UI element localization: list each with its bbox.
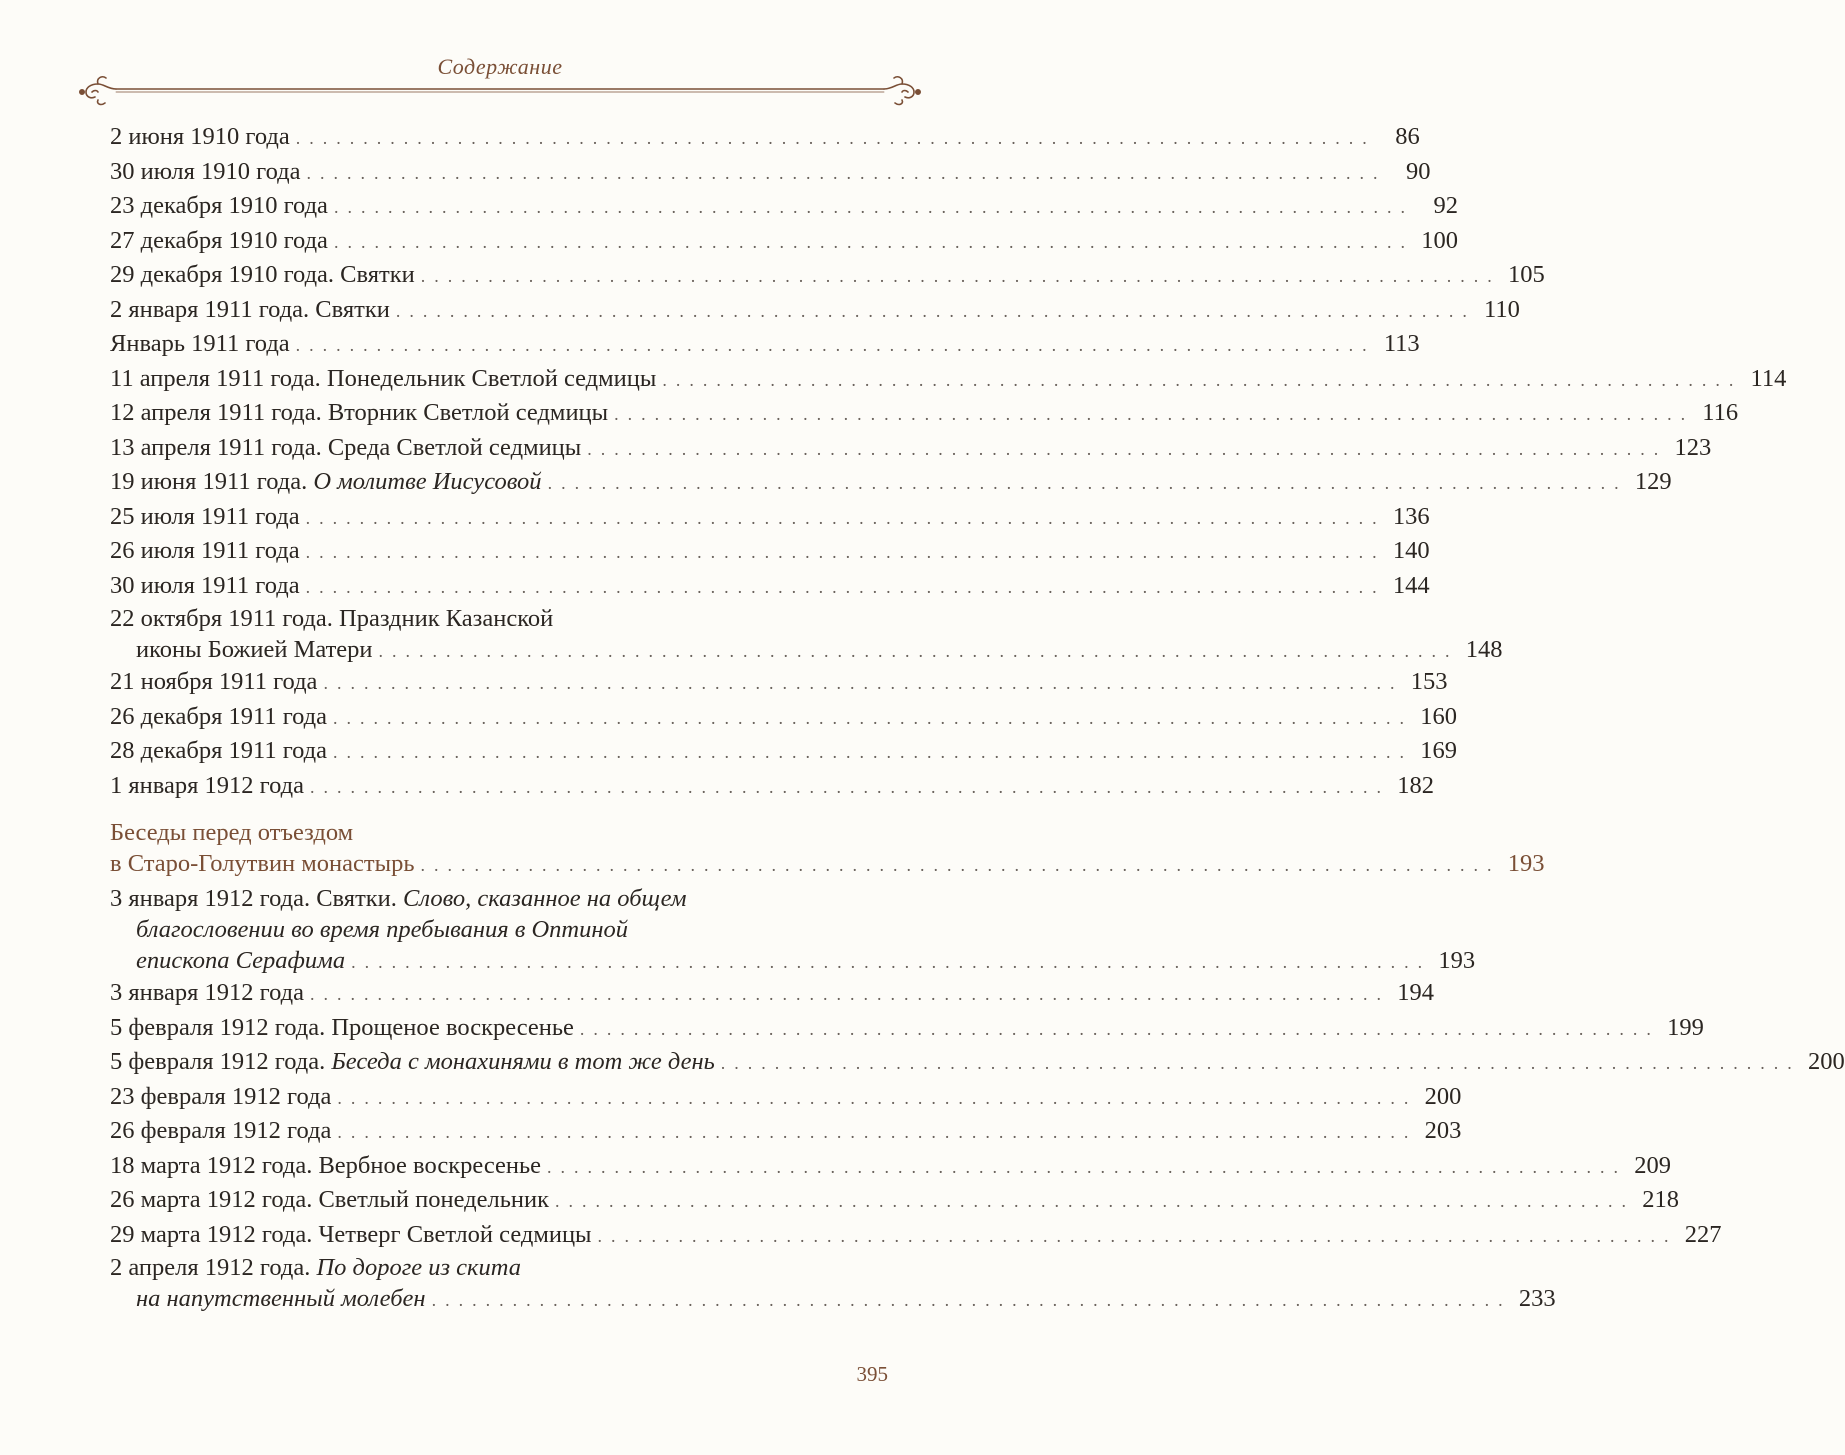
toc-entry[interactable] <box>110 769 1434 804</box>
dot-leader: ................................................................................ <box>597 1225 1678 1246</box>
toc-page-number: 144 <box>1392 571 1430 599</box>
toc-page-number: 123 <box>1674 433 1712 461</box>
toc-entry-text: 2 января 1911 года. Святки <box>110 295 390 323</box>
toc-entry-text: 11 апреля 1911 года. Понедельник Светлой седмицы <box>110 364 657 392</box>
toc-entry-line <box>110 1283 1556 1314</box>
toc-entry-title <box>110 665 317 700</box>
toc-entry-text: 2 июня 1910 года <box>110 123 290 150</box>
toc-entry-line <box>110 976 1434 1011</box>
toc-entry-text: 18 марта 1912 года. Вербное воскресенье <box>110 1151 542 1179</box>
toc-entry-text: 13 апреля 1911 года. Среда Светлой седмицы <box>110 433 582 461</box>
toc-entry-text: иконы Божией Матери <box>136 636 373 663</box>
dot-leader: ................................................................................ <box>378 641 1459 661</box>
toc-entry-title <box>110 362 656 397</box>
toc-page-number: 193 <box>1438 947 1476 974</box>
toc-page-number: 116 <box>1702 399 1739 426</box>
toc-entry-line <box>110 1080 1462 1115</box>
toc-entry-title <box>110 1252 521 1283</box>
dot-leader: ................................................................................ <box>614 404 1695 424</box>
running-head: Содержание <box>437 54 563 79</box>
toc-entry-text: Январь 1911 года <box>110 330 290 357</box>
toc-entry[interactable] <box>110 883 1476 976</box>
toc-entry-title <box>110 603 553 634</box>
toc-entry-line <box>110 634 1503 665</box>
dot-leader: ................................................................................ <box>395 300 1476 321</box>
toc-entry-italic-text: О молитве Иисусовой <box>313 468 542 495</box>
toc-page-number: 182 <box>1397 771 1434 799</box>
toc-entry[interactable] <box>110 120 1420 155</box>
toc-entry[interactable] <box>110 155 1431 190</box>
toc-entry-line <box>110 817 888 848</box>
toc-entry[interactable] <box>110 362 1787 397</box>
dot-leader: ................................................................................ <box>337 1122 1418 1142</box>
toc-entry-italic-text: По дороге из скита <box>316 1254 522 1281</box>
dot-leader: ................................................................................ <box>305 507 1386 528</box>
toc-entry[interactable] <box>110 431 1712 466</box>
dot-leader: ................................................................................ <box>547 473 1628 493</box>
toc-entry-line <box>110 362 1787 397</box>
toc-entry-text: 5 февраля 1912 года. <box>110 1048 332 1075</box>
toc-entry[interactable] <box>110 976 1434 1011</box>
dot-leader: ................................................................................ <box>306 162 1387 183</box>
toc-entry-text: 26 марта 1912 года. Светлый понедельник <box>110 1186 550 1213</box>
toc-entry-italic-text: на напутственный молебен <box>136 1285 426 1312</box>
dot-leader: ................................................................................ <box>295 335 1376 355</box>
toc-entry-title <box>110 769 304 804</box>
toc-entry-line <box>110 155 1431 190</box>
toc-entry-text: 12 апреля 1911 года. Вторник Светлой седмицы <box>110 399 609 426</box>
toc-entry-line <box>110 1045 1845 1080</box>
toc-entry[interactable] <box>110 327 1420 362</box>
toc-page-number: 90 <box>1406 157 1431 185</box>
toc-entry-line <box>110 327 1420 362</box>
dot-leader: ................................................................................ <box>333 197 1414 217</box>
toc-entry[interactable] <box>110 700 1458 735</box>
toc-entry-text: 27 декабря 1910 года <box>110 226 328 254</box>
toc-page-number: 140 <box>1392 537 1430 564</box>
dot-leader: ................................................................................ <box>420 266 1501 286</box>
toc-entry-line <box>110 1183 1680 1218</box>
toc-page-number: 153 <box>1410 668 1448 695</box>
toc-entry-text: 3 января 1912 года <box>110 979 304 1006</box>
toc-entry[interactable] <box>110 569 1430 604</box>
toc-entry-line <box>110 914 888 945</box>
toc-entry-line <box>110 1252 888 1283</box>
toc-entry[interactable] <box>110 534 1430 569</box>
toc-entry[interactable] <box>110 1252 1556 1314</box>
toc-entry-italic-text: благословении во время пребывания в Оптиной <box>136 916 629 943</box>
toc-entry-line <box>110 945 1476 976</box>
toc-page-number: 194 <box>1397 979 1434 1006</box>
toc-page-number: 113 <box>1383 330 1420 357</box>
toc-entry-title <box>136 945 345 976</box>
toc-entry-text: 1 января 1912 года <box>110 771 304 799</box>
toc-page-number: 203 <box>1424 1117 1462 1144</box>
toc-entry[interactable] <box>110 1183 1680 1218</box>
toc-page-number: 129 <box>1634 468 1672 495</box>
toc-entry[interactable] <box>110 500 1430 535</box>
toc-entry-text: 29 марта 1912 года. Четверг Светлой седмицы <box>110 1220 592 1248</box>
toc-page-number: 100 <box>1421 226 1458 254</box>
toc-entry-title <box>110 293 390 328</box>
toc-entry-title <box>110 1218 592 1253</box>
toc-page-number: 114 <box>1750 364 1787 392</box>
toc-entry-title <box>136 914 628 945</box>
toc-entry-text: 19 июня 1911 года. <box>110 468 314 495</box>
toc-entry-text: 26 декабря 1911 года <box>110 702 328 730</box>
toc-page-number: 110 <box>1484 295 1520 323</box>
dot-leader: ................................................................................ <box>323 673 1404 693</box>
dot-leader: ................................................................................ <box>431 1290 1512 1310</box>
toc-entry[interactable] <box>110 1114 1462 1149</box>
toc-entry[interactable] <box>110 293 1520 328</box>
toc-entry-text: 23 декабря 1910 года <box>110 192 328 219</box>
toc-entry-title <box>110 1080 331 1115</box>
toc-page-number: 136 <box>1392 502 1430 530</box>
toc-entry-line <box>110 1218 1722 1253</box>
dot-leader: ................................................................................ <box>662 369 1743 390</box>
toc-entry-title <box>110 224 328 259</box>
toc-entry[interactable] <box>110 224 1458 259</box>
toc-page-number: 148 <box>1465 636 1503 663</box>
dot-leader: ................................................................................ <box>337 1087 1418 1108</box>
toc-entry-line <box>110 769 1434 804</box>
toc-entry-text: 28 декабря 1911 года <box>110 737 328 764</box>
toc-entry-line <box>110 224 1458 259</box>
toc-page-number: 227 <box>1684 1220 1722 1248</box>
toc-entry-title <box>110 327 290 362</box>
toc-page-number: 169 <box>1420 737 1458 764</box>
toc-entry-title <box>110 465 542 500</box>
toc-page-number: 200 <box>1424 1082 1462 1110</box>
toc-page-number: 160 <box>1420 702 1458 730</box>
toc-entry-title <box>110 396 608 431</box>
toc-page-number: 200 <box>1808 1048 1845 1075</box>
dot-leader: ................................................................................ <box>420 855 1501 875</box>
toc-entry[interactable] <box>110 396 1739 431</box>
toc-entry[interactable] <box>110 1080 1462 1115</box>
toc-entry-title <box>110 1011 574 1046</box>
toc-entry-line <box>110 500 1430 535</box>
toc-entry-title <box>110 155 301 190</box>
toc-entry-title <box>136 634 373 665</box>
toc-page-number: 218 <box>1642 1186 1680 1213</box>
toc-entry-text: 5 февраля 1912 года. Прощеное воскресенье <box>110 1013 574 1041</box>
toc-entry-line <box>110 700 1458 735</box>
dot-leader: ................................................................................ <box>309 776 1390 797</box>
dot-leader: ................................................................................ <box>295 128 1376 148</box>
toc-entry[interactable] <box>110 1149 1672 1184</box>
toc-entry-text: 22 октября 1911 года. Праздник Казанской <box>110 605 554 632</box>
toc-entry[interactable] <box>110 1045 1845 1080</box>
toc-entry-line <box>110 603 888 634</box>
table-of-contents <box>110 120 1845 1314</box>
toc-page-number: 86 <box>1395 123 1420 150</box>
toc-entry-line <box>110 258 1545 293</box>
page-number: 395 <box>856 1362 888 1386</box>
toc-section-heading[interactable] <box>110 817 1545 879</box>
toc-entry-text: 26 февраля 1912 года <box>110 1117 332 1144</box>
toc-entry-line <box>110 734 1458 769</box>
toc-entry-title <box>110 700 327 735</box>
header-ornament <box>78 72 922 106</box>
toc-entry[interactable] <box>110 1011 1704 1046</box>
dot-leader: ................................................................................ <box>720 1053 1801 1073</box>
toc-entry[interactable] <box>110 603 1503 665</box>
toc-entry-text: в Старо-Голутвин монастырь <box>110 850 415 877</box>
dot-leader: ................................................................................ <box>309 984 1390 1004</box>
dot-leader: ................................................................................ <box>333 231 1414 252</box>
toc-entry-line <box>110 1011 1704 1046</box>
toc-entry-title <box>110 120 290 155</box>
toc-page-number: 92 <box>1433 192 1458 219</box>
toc-entry-line <box>110 465 1672 500</box>
toc-entry-line <box>110 396 1739 431</box>
toc-entry-line <box>110 293 1520 328</box>
toc-entry-line <box>110 431 1712 466</box>
toc-entry-title <box>110 976 304 1011</box>
toc-entry-title <box>110 258 415 293</box>
toc-entry-text: 26 июля 1911 года <box>110 537 300 564</box>
toc-entry-line <box>110 848 1545 879</box>
toc-entry-text: 30 июля 1911 года <box>110 571 300 599</box>
toc-entry-line <box>110 534 1430 569</box>
toc-entry-title <box>110 848 415 879</box>
toc-page-number: 209 <box>1634 1151 1672 1179</box>
toc-entry-title <box>110 883 687 914</box>
dot-leader: ................................................................................ <box>351 952 1432 972</box>
toc-entry[interactable] <box>110 734 1458 769</box>
toc-entry-title <box>110 1114 331 1149</box>
toc-entry-line <box>110 569 1430 604</box>
toc-page-number: 105 <box>1508 261 1545 288</box>
toc-entry[interactable] <box>110 1218 1722 1253</box>
dot-leader: ................................................................................ <box>333 707 1414 728</box>
toc-entry[interactable] <box>110 189 1458 224</box>
toc-page-number: 193 <box>1507 850 1545 877</box>
toc-entry-italic-text: Слово, сказанное на общем <box>403 885 687 912</box>
toc-entry-title <box>110 817 353 848</box>
toc-entry-text: 23 февраля 1912 года <box>110 1082 332 1110</box>
toc-entry-text: 25 июля 1911 года <box>110 502 300 530</box>
dot-leader: ................................................................................ <box>305 542 1386 562</box>
dot-leader: ................................................................................ <box>305 576 1386 597</box>
toc-entry-text: 29 декабря 1910 года. Святки <box>110 261 415 288</box>
toc-entry-line <box>110 1114 1462 1149</box>
toc-entry-title <box>110 569 300 604</box>
toc-entry-title <box>136 1283 426 1314</box>
toc-entry-title <box>110 734 327 769</box>
toc-entry-title <box>110 534 300 569</box>
toc-page-number: 233 <box>1518 1285 1556 1312</box>
dot-leader: ................................................................................ <box>547 1156 1628 1177</box>
toc-entry-title <box>110 189 328 224</box>
toc-entry-text: 2 апреля 1912 года. <box>110 1254 317 1281</box>
dot-leader: ................................................................................ <box>333 742 1414 762</box>
toc-entry-title <box>110 1183 549 1218</box>
toc-entry-text: 30 июля 1910 года <box>110 157 301 185</box>
dot-leader: ................................................................................ <box>587 438 1668 459</box>
toc-entry-title <box>110 1149 541 1184</box>
toc-entry-line <box>110 883 888 914</box>
toc-entry-italic-text: Беседа с монахинями в тот же день <box>331 1048 715 1075</box>
toc-entry-text: 3 января 1912 года. Святки. <box>110 885 404 912</box>
toc-entry-text: Беседы перед отъездом <box>110 819 354 846</box>
toc-entry[interactable] <box>110 258 1545 293</box>
toc-entry[interactable] <box>110 465 1672 500</box>
toc-entry-line <box>110 120 1420 155</box>
toc-page-number: 199 <box>1667 1013 1704 1041</box>
toc-entry-line <box>110 1149 1672 1184</box>
dot-leader: ................................................................................ <box>555 1191 1636 1211</box>
toc-entry-title <box>110 431 581 466</box>
dot-leader: ................................................................................ <box>579 1018 1660 1039</box>
toc-entry-title <box>110 1045 715 1080</box>
toc-entry-line <box>110 665 1448 700</box>
toc-entry-italic-text: епископа Серафима <box>136 947 346 974</box>
toc-entry-title <box>110 500 300 535</box>
toc-entry[interactable] <box>110 665 1448 700</box>
toc-entry-text: 21 ноября 1911 года <box>110 668 318 695</box>
toc-entry-line <box>110 189 1458 224</box>
